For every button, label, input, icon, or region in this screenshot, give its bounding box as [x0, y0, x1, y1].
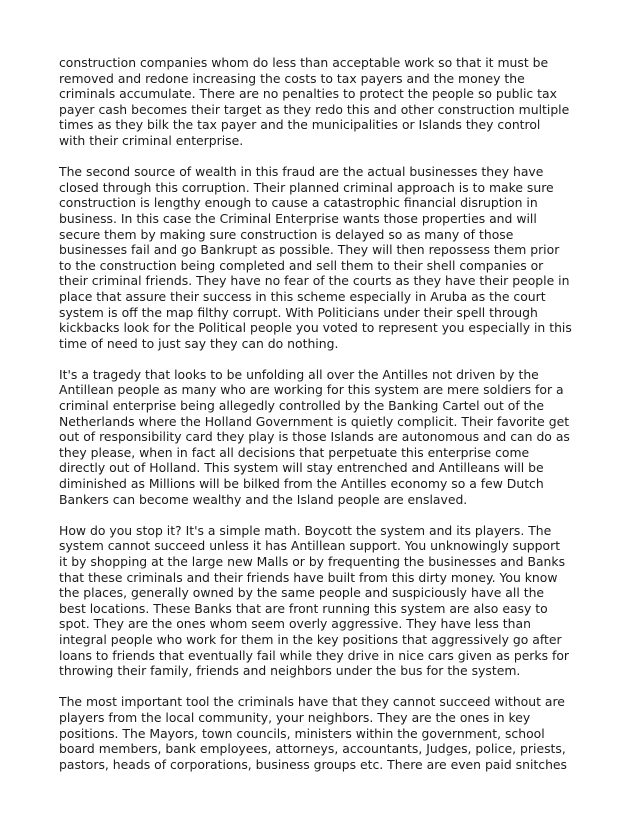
text-line: construction is lengthy enough to cause a catastrophic financial disruption in: [59, 195, 538, 211]
text-line: How do you stop it? It's a simple math. Boycott the system and its players. The: [59, 522, 552, 538]
text-line: to the construction being completed and sell them to their shell companies or: [59, 257, 544, 273]
text-line: the places, generally owned by the same people and suspiciously have all the: [59, 585, 545, 601]
text-line: Netherlands where the Holland Government is quietly complicit. Their favorite get: [59, 413, 570, 429]
text-line: with their criminal enterprise.: [59, 132, 244, 148]
text-line: times as they bilk the tax payer and the municipalities or Islands they control: [59, 117, 541, 133]
text-line: it by shopping at the large new Malls or by frequenting the businesses and Banks: [59, 554, 566, 569]
paragraph-4: [59, 523, 587, 679]
text-line: closed through this corruption. Their planned criminal approach is to make sure: [59, 179, 554, 195]
text-line: loans to friends that eventually fail while they drive in nice cars given as perks for: [59, 647, 570, 663]
text-line: system cannot succeed unless it has Antillean support. You unknowingly support: [59, 538, 561, 554]
text-line: spot. They are the ones whom seem overly aggressive. They have less than: [59, 616, 531, 632]
text-line: businesses fail and go Bankrupt as possible. They will then repossess them prior: [59, 242, 560, 258]
text-line: place that assure their success in this scheme especially in Aruba as the court: [59, 288, 546, 304]
text-line: secure them by making sure construction is delayed so as many of those: [59, 226, 514, 242]
text-line: Bankers can become wealthy and the Island people are enslaved.: [59, 491, 468, 507]
text-line: criminal enterprise being allegedly controlled by the Banking Cartel out of the: [59, 398, 545, 414]
text-line: directly out of Holland. This system will stay entrenched and Antilleans will be: [59, 460, 544, 476]
text-line: positions. The Mayors, town councils, ministers within the government, school: [59, 725, 545, 741]
text-line: pastors, heads of corporations, business groups etc. There are even paid snitches: [59, 756, 568, 772]
text-line: throwing their family, friends and neighbors under the bus for the system.: [59, 663, 521, 679]
text-line: diminished as Millions will be bilked from the Antilles economy so a few Dutch: [59, 476, 544, 492]
text-line: system is off the map filthy corrupt. With Politicians under their spell through: [59, 304, 538, 320]
text-line: best locations. These Banks that are front running this system are also easy to: [59, 600, 548, 616]
text-line: business. In this case the Criminal Enterprise wants those properties and will: [59, 210, 537, 226]
text-line: payer cash becomes their target as they redo this and other construction multiple: [59, 101, 570, 117]
text-line: construction companies whom do less than acceptable work so that it must be: [59, 55, 549, 70]
text-line: board members, bank employees, attorneys, accountants, Judges, police, priests,: [59, 741, 566, 757]
text-line: that these criminals and their friends have built from this dirty money. You know: [59, 569, 558, 585]
text-line: kickbacks look for the Political people you voted to represent you especially in this: [59, 320, 572, 336]
text-line: their criminal friends. They have no fear of the courts as they have their people in: [59, 273, 570, 289]
text-line: Antillean people as many who are working for this system are mere soldiers for a: [59, 382, 564, 398]
paragraph-1: [59, 55, 587, 149]
text-line: criminals accumulate. There are no penalties to protect the people so public tax: [59, 86, 557, 102]
paragraph-5: [59, 694, 587, 772]
text-line: It's a tragedy that looks to be unfolding all over the Antilles not driven by the: [59, 366, 539, 382]
paragraph-3: [59, 367, 587, 507]
text-line: removed and redone increasing the costs to tax payers and the money the: [59, 70, 525, 86]
text-line: they please, when in fact all decisions that perpetuate this enterprise come: [59, 444, 530, 460]
text-line: integral people who work for them in the key positions that aggressively go after: [59, 631, 562, 647]
document-page: [59, 55, 587, 788]
text-line: The second source of wealth in this fraud are the actual businesses they have: [59, 164, 544, 180]
text-line: The most important tool the criminals have that they cannot succeed without are: [59, 694, 565, 710]
paragraph-2: [59, 164, 587, 351]
text-line: time of need to just say they can do nothing.: [59, 335, 339, 351]
text-line: players from the local community, your neighbors. They are the ones in key: [59, 709, 531, 725]
text-line: out of responsibility card they play is those Islands are autonomous and can do as: [59, 429, 570, 445]
